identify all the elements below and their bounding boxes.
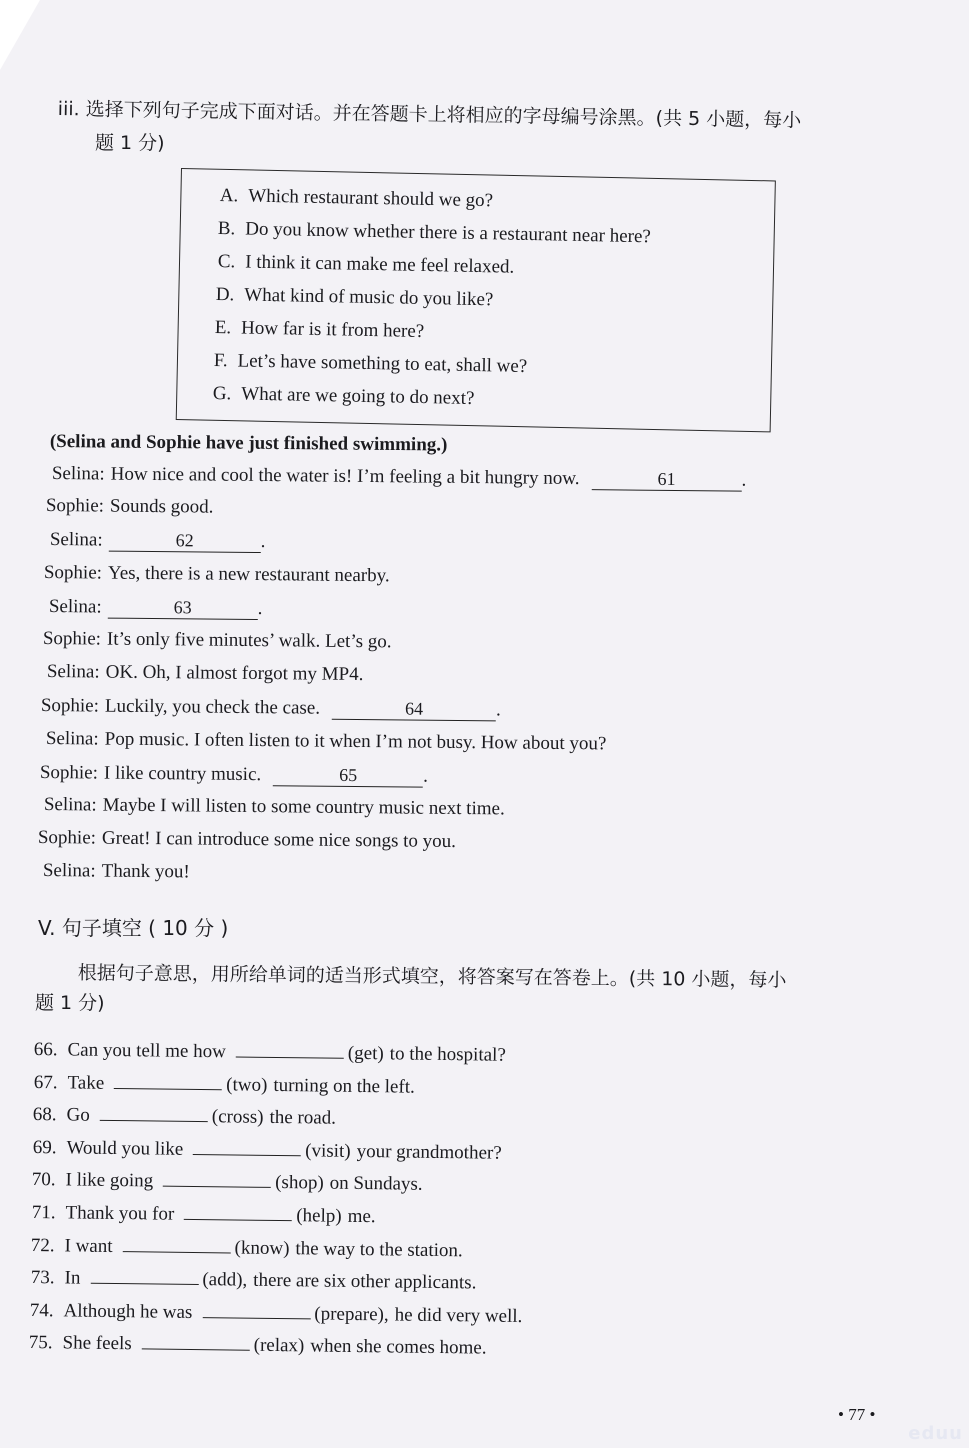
question-text-after: there are six other applicants. [253,1269,477,1294]
option-letter: A. [219,185,239,207]
blank-punctuation: . [257,597,263,619]
option-text: Which restaurant should we go? [248,185,494,212]
answer-blank[interactable] [109,529,261,553]
dialogue-line [43,628,392,653]
word-hint: (two) [226,1073,268,1096]
section-iii-instruction-line1: 选择下列句子完成下面对话。并在答题卡上将相应的字母编号涂黑。(共 5 小题，每小 [85,98,802,132]
question-text-after: your grandmother? [356,1140,502,1164]
word-hint: (help) [296,1205,342,1227]
option-text: I think it can make me feel relaxed. [245,251,515,278]
question-text-before: Would you like [66,1137,184,1160]
blank-number: 61 [657,468,676,489]
dialogue-text: OK. Oh, I almost forgot my MP4. [105,661,364,686]
section-iii-label: iii. [57,97,80,121]
dialogue-line [41,694,501,721]
dialogue-line [38,827,456,853]
dialogue-line [44,794,505,820]
question-number: 74. [29,1299,54,1322]
dialogue-text: Sounds good. [109,495,214,518]
question-text-before: Although he was [63,1300,193,1323]
question-text-after: when she comes home. [310,1335,487,1359]
dialogue-text: Yes, there is a new restaurant nearby. [107,562,390,586]
dialogue-line [52,462,747,492]
dialogue-line [43,860,190,883]
dialogue-speaker: Selina: [51,462,105,485]
watermark-logo: eduu [908,1423,963,1444]
question-number: 75. [28,1332,53,1354]
question-text-before: In [64,1267,81,1289]
question-item [32,1199,376,1228]
dialogue-line [46,495,214,519]
answer-blank[interactable] [114,1070,222,1090]
option-letter: E. [214,317,232,339]
question-item [33,1134,502,1165]
question-item [31,1264,477,1294]
answer-blank[interactable] [142,1331,250,1351]
answer-blank[interactable] [591,467,741,491]
answer-blank[interactable] [163,1168,271,1188]
question-number: 66. [33,1038,58,1061]
question-text-after: he did very well. [394,1304,523,1327]
option-text: Do you know whether there is a restaurant near here? [245,218,652,248]
option-letter: F. [213,350,228,372]
question-item [31,1232,463,1262]
blank-punctuation: . [423,765,429,787]
dialogue-speaker: Sophie: [37,827,97,849]
question-number: 69. [32,1136,57,1159]
dialogue-speaker: Selina: [46,661,100,683]
question-item [33,1101,336,1130]
question-number: 67. [33,1071,58,1093]
dialogue-text: I like country music. [103,762,262,785]
dialogue-speaker: Selina: [42,860,96,882]
word-hint: (add), [202,1269,248,1291]
dialogue-line [40,761,428,788]
section-v-instruction-line2: 题 1 分) [35,992,105,1014]
question-text-before: Take [67,1072,105,1094]
question-number: 72. [30,1234,55,1256]
word-hint: (cross) [211,1106,264,1129]
answer-blank[interactable] [332,697,496,722]
word-hint: (prepare), [314,1303,389,1326]
option-letter: D. [215,284,235,306]
question-text-after: me. [347,1205,376,1228]
option-text: What kind of music do you like? [244,284,494,311]
question-item [34,1036,506,1067]
blank-number: 62 [175,530,194,551]
answer-blank[interactable] [108,595,258,619]
dialogue-text: It’s only five minutes’ walk. Let’s go. [106,628,392,653]
blank-number: 64 [404,698,424,720]
question-number: 68. [32,1104,57,1126]
dialogue-speaker: Selina: [43,794,97,816]
dialogue-speaker: Sophie: [39,761,99,784]
section-v-instruction-line1: 根据句子意思，用所给单词的适当形式填空，将答案写在答卷上。(共 10 小题，每小 [77,961,787,992]
dialogue-text: How nice and cool the water is! I’m feeling a bit hungry now. [110,463,580,490]
page-number: • 77 • [838,1405,876,1424]
question-item [30,1297,523,1328]
question-text-after: the way to the station. [295,1237,463,1261]
answer-blank[interactable] [184,1201,292,1221]
question-text-before: Can you tell me how [67,1039,227,1063]
dialogue-text: Thank you! [101,860,190,883]
option-letter: G. [212,383,232,405]
dialogue-text: Great! I can introduce some nice songs to you. [101,827,457,853]
question-number: 70. [31,1169,56,1191]
dialogue-line [44,562,390,587]
option-letter: C. [217,251,236,273]
option-item [215,317,425,343]
section-iii-instruction [58,94,802,136]
blank-number: 65 [339,764,358,785]
dialogue-line [47,661,364,686]
dialogue-context: (Selina and Sophie have just finished swimming.) [49,431,448,456]
question-text-after: on Sundays. [329,1173,423,1196]
answer-blank[interactable] [202,1299,310,1319]
dialogue-speaker: Selina: [45,727,99,750]
word-hint: (get) [347,1042,384,1065]
question-text-before: I want [64,1235,113,1257]
question-text-before: Thank you for [65,1202,175,1225]
word-hint: (shop) [275,1172,324,1194]
blank-number: 63 [173,596,192,618]
dialogue-line [50,528,266,553]
question-item [32,1166,423,1196]
dialogue-text: Luckily, you check the case. [104,696,321,720]
dialogue-speaker: Selina: [49,529,103,551]
word-hint: (know) [234,1237,290,1259]
dialogue-text: Pop music. I often listen to it when I’m not busy. How about you? [104,728,607,754]
word-hint: (relax) [253,1335,305,1357]
dialogue-speaker: Sophie: [42,628,102,650]
dialogue-speaker: Sophie: [43,561,103,584]
blank-punctuation: . [495,699,501,721]
answer-blank[interactable] [236,1038,344,1058]
section-iii-instruction-line2: 题 1 分) [95,132,165,154]
answer-blank[interactable] [90,1265,198,1285]
blank-punctuation: . [260,531,266,553]
dialogue-line [49,595,263,620]
question-text-after: to the hospital? [389,1043,506,1066]
question-item [29,1329,487,1360]
page-corner [0,0,40,70]
section-v-heading: V. 句子填空 ( 10 分 ) [38,916,229,940]
word-hint: (visit) [305,1140,351,1162]
option-text: What are we going to do next? [241,383,475,410]
question-text-after: turning on the left. [273,1074,415,1098]
answer-blank[interactable] [123,1233,231,1253]
dialogue-text: Maybe I will listen to some country music next time. [102,794,505,820]
question-number: 71. [31,1201,56,1224]
dialogue-speaker: Sophie: [45,495,105,517]
dialogue-speaker: Selina: [48,595,102,618]
answer-blank[interactable] [273,763,423,787]
question-number: 73. [30,1267,55,1289]
answer-blank[interactable] [193,1136,301,1156]
option-letter: B. [217,218,236,240]
question-text-before: I like going [65,1169,154,1192]
question-text-before: She feels [62,1332,132,1355]
dialogue-speaker: Sophie: [40,695,100,717]
question-text-after: the road. [269,1107,337,1129]
option-text: Let’s have something to eat, shall we? [237,350,528,378]
answer-blank[interactable] [100,1102,208,1122]
question-item [34,1069,415,1099]
option-text: How far is it from here? [240,317,425,343]
question-text-before: Go [66,1104,90,1126]
dialogue-line [46,728,607,755]
blank-punctuation: . [741,469,747,491]
